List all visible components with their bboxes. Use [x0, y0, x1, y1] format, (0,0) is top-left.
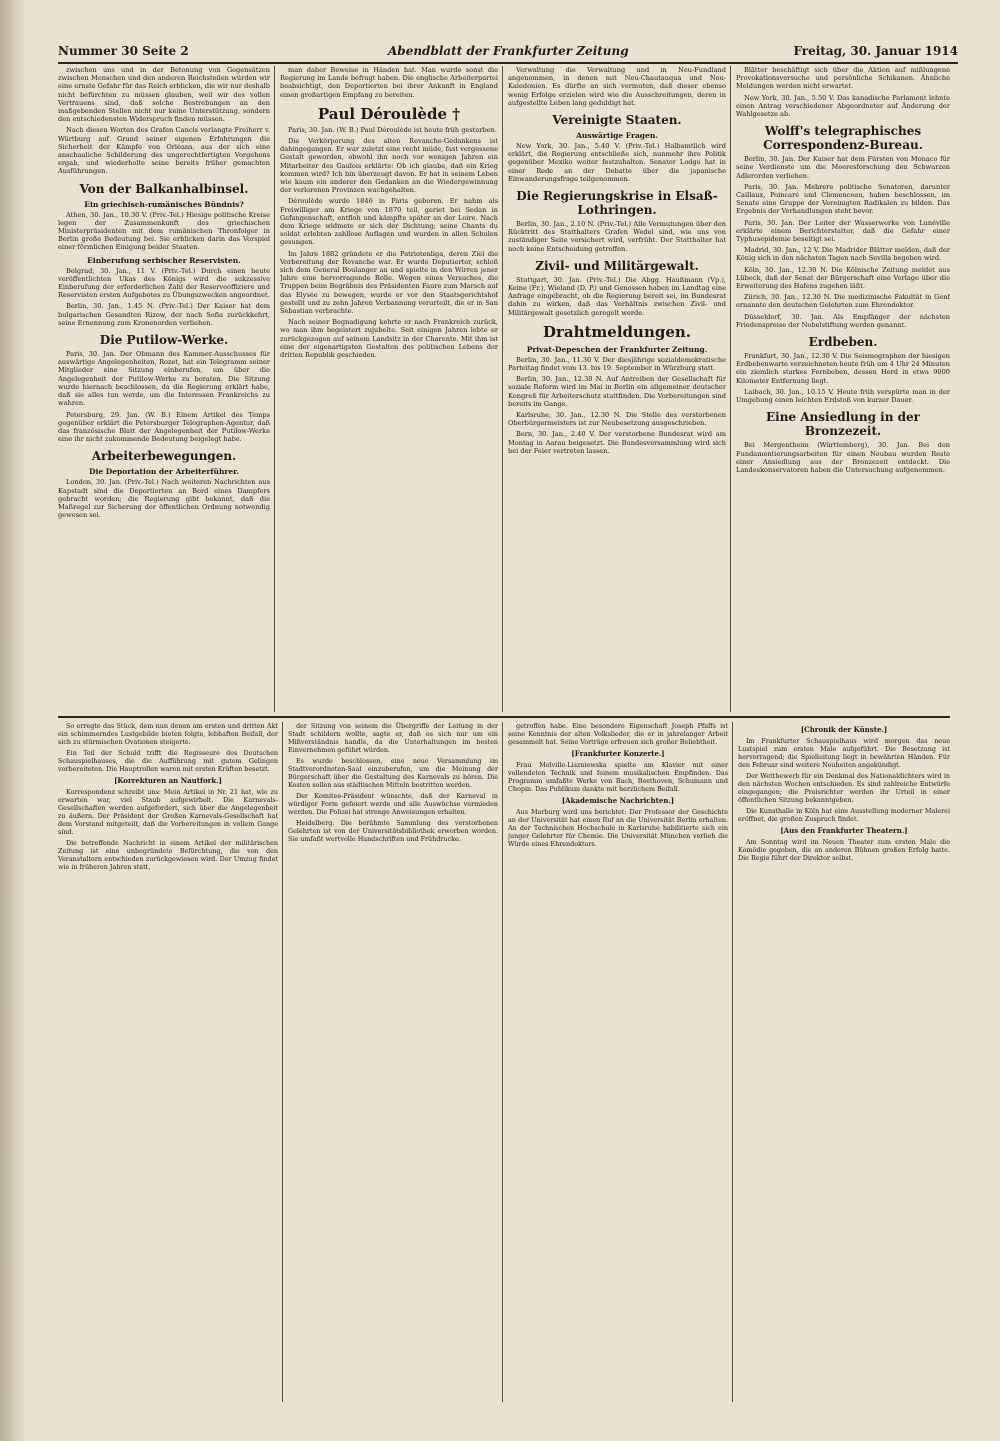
heading-theater: [Aus den Frankfurter Theatern.]: [780, 826, 908, 835]
issue-number: Nummer 30 Seite 2: [58, 44, 189, 58]
column-4: Blätter beschäftigt sich über die Aktion auf mißlungene Provokationsversuche und persönliche Schikanen. Ähnliche Meldungen werden nicht erwartet. New York, 30. Jan., 5.50 V. Das kanadische Parlament lehnte einen Antrag verschiedener Abgeordneter auf Änderung der Wahlgesetze ab. Wolff's telegraphisches Correspondenz-Bureau. Berlin, 30. Jan. Der Kaiser hat dem Fürsten von Monaco für seine Verdienste um die Meeresforschung den Schwarzen Adlerorden verliehen. Paris, 30. Jan. Mehrere politische Senatoren, darunter Caillaux, Poincaré und Clemenceau, haben beschlossen, im Senate eine Gruppe der Vereinigten Radikalen zu bilden. Das Ergebnis der Verhandlungen steht bevor. Paris, 30. Jan. Der Leiter der Wasserwerke von Lunéville erklärte einem Berichterstatter, daß die Gefahr einer Typhusepidemie beseitigt sei. Madrid, 30. Jan., 12 V. Die Madrider Blätter melden, daß der König sich in den nächsten Tagen nach Sevilla begeben wird. Köln, 30. Jan., 12.30 N. Die Kölnische Zeitung meldet aus Lübeck, daß der Senat der Bürgerschaft eine Vorlage über die Erweiterung des Hafens zugehen läßt. Zürich, 30. Jan., 12.30 N. Die medizinische Fakultät in Genf ernannte den deutschen Gelehrten zum Ehrendoktor. Düsseldorf, 30. Jan. Als Empfänger der nächsten Friedenspreise der Nobelstiftung werden genannt. Erdbeben. Frankfurt, 30. Jan., 12.30 V. Die Seismographen der hiesigen Erdbebenwarte verzeichneten heute früh um 4 Uhr 24 Minuten ein ziemlich starkes Fernbeben, dessen Herd in etwa 9000 Kilometer Entfernung liegt. Laibach, 30. Jan., 10.15 V. Heute früh verspürte man in der Umgebung einen leichten Erdstoß von kurzer Dauer. Eine Ansiedlung in der Bronzezeit. Bei Mergentheim (Württemberg), 30. Jan. Bei den Fundamentierungsarbeiten für einen Neubau wurden Reste einer Ansiedlung aus der Bronzezeit entdeckt. Die Landeskonservatoren haben die Untersuchung aufgenommen.: [736, 66, 950, 474]
binding-gutter: [0, 0, 24, 1441]
heading-usa: Vereinigte Staaten.: [552, 113, 682, 128]
heading-wolff: Wolff's telegraphisches Correspondenz-Bureau.: [763, 124, 923, 153]
column-2: man daher Beweise in Händen hat. Man wurde sonst die Regierung im Lande befragt haben. Die englische Arbeiterpartei beabsichtigt, den Deportierten bei ihrer Ankunft in England einen großartigen Empfang zu bereiten. Paul Déroulède † Paris, 30. Jan. (W. B.) Paul Déroulède ist heute früh gestorben. Die Verkörperung des alten Revanche-Gedankens ist dahingegangen. Er war zuletzt eine recht müde, fast vergessene Gestalt geworden, obwohl ihn noch vor wenigen Jahren ein Mitarbeiter des Gaulois erklärte: Ob ich glaube, daß ein Krieg kommen wird? Ich bin überzeugt davon. Er hat in seinem Leben wie kaum ein anderer den Gedanken an die Wiedergewinnung der verlorenen Provinzen wachgehalten. Déroulède wurde 1846 in Paris geboren. Er nahm als Freiwilliger am Kriege von 1870 teil, geriet bei Sedan in Gefangenschaft, entfloh und kämpfte später an der Loire. Nach dem Kriege widmete er sich der Dichtung; seine Chants du soldat erlebten zahllose Auflagen und wurden in allen Schulen gesungen. Im Jahre 1882 gründete er die Patriotenliga, deren Ziel die Vorbereitung der Revanche war. Er wurde Deputierter, schloß sich dem General Boulanger an und spielte in den Wirren jener Jahre eine hervorragende Rolle. Wegen eines Versuches, die Truppen beim Begräbnis des Präsidenten Faure zum Marsch auf das Elysée zu bewegen, wurde er vor den Staatsgerichtshof gestellt und zu zehn Jahren Verbannung verurteilt, die er in San Sebastian verbrachte. Nach seiner Begnadigung kehrte er nach Frankreich zurück, wo man ihm begeistert zujubelte. Seit einigen Jahren lebte er zurückgezogen auf seinem Landsitz in der Charente. Mit ihm ist eine der eigenartigsten Gestalten des politischen Lebens der dritten Republik geschieden.: [280, 66, 498, 360]
column-3: Verwaltung die Verwaltung und in Neu-Fundland angenommen, in denen mit Neu-Chautauqua und Neu-Kaledonien. Es dürfte an sich vermuten, daß dieser ebenso wenig Erfolge erzielen wird wie die Ausschreitungen, deren in aufgestellte Leben lang geduldigt hat. Vereinigte Staaten. Auswärtige Fragen. New York, 30. Jan., 5.40 V. (Priv.-Tel.) Halbamtlich wird erklärt, die Regierung entschließe sich, nunmehr ihre Politik gegenüber Mexiko weiter festzuhalten. Senator Lodge hat in einer Rede an der Debatte über die japanische Einwanderungsfrage teilgenommen. Die Regierungskrise in Elsaß-Lothringen. Berlin, 30. Jan., 2.10 N. (Priv.-Tel.) Alle Vermutungen über den Rücktritt des Statthalters Grafen Wedel sind, wie uns von zuständiger Seite versichert wird, verfrüht. Der Statthalter hat noch keine Entscheidung getroffen. Zivil- und Militärgewalt. Stuttgart, 30. Jan. (Priv.-Tel.) Die Abgg. Haußmann (Vp.), Keine (Fr.), Wieland (D. P.) und Genossen haben im Landtag eine Anfrage eingebracht, ob die Regierung bereit sei, im Bundesrat dahin zu wirken, daß das Verhältnis zwischen Zivil- und Militärgewalt gesetzlich geregelt werde. Drahtmeldungen. Privat-Depeschen der Frankfurter Zeitung. Berlin, 30. Jan., 11.30 V. Der diesjährige sozialdemokratische Parteitag findet vom 13. bis 19. September in Würzburg statt. Berlin, 30. Jan., 12.30 N. Auf Antreiben der Gesellschaft für soziale Reform wird im Mai in Berlin ein allgemeiner deutscher Kongreß für Arbeiterschutz stattfinden. Die Vorbereitungen sind bereits im Gange. Karlsruhe, 30. Jan., 12.30 N. Die Stelle des verstorbenen Oberbürgermeisters ist zur Neubesetzung ausgeschrieben. Bern, 30. Jan., 2.40 V. Der verstorbene Bundesrat wird am Montag in Aarau beigesetzt. Die Bundesversammlung wird sich bei der Feier vertreten lassen.: [508, 66, 726, 455]
column-1: zwischen uns und in der Betonung von Gegensätzen zwischen Menschen und den anderen Reichsteilen würden wir eine ernste Gefahr für das Reich erblicken, die wir nur deshalb nicht befürchten zu müssen glauben, weil wir des vollen Vertrauens sind, daß solche Bestrebungen an den maßgebenden Stellen nicht nur keine Unterstützung, sondern den entschiedensten Widerspruch finden müssen. Nach diesen Worten des Grafen Cancis verlangte Freiherr v. Würtburg auf Grund seiner eigenen Erfahrungen die Sicherheit der Kämpfe von Orléans, aus der sich eine anschauliche Schilderung des ungerechtfertigten Vorgehens ergab, und wiederholte seine bereits früher gemachten Ausführungen. Von der Balkanhalbinsel. Ein griechisch-rumänisches Bündnis? Athen, 30. Jan., 10.30 V. (Priv.-Tel.) Hiesige politische Kreise legen der Zusammenkunft des griechischen Ministerpräsidenten mit dem rumänischen Thronfolger in Berlin große Bedeutung bei. Sie erblicken darin das Vorspiel einer förmlichen Einigung beider Staaten. Einberufung serbischer Reservisten. Belgrad, 30. Jan., 11 V. (Priv.-Tel.) Durch einen heute veröffentlichten Ukas des Königs wird die sukzessive Einberufung der erforderlichen Zahl der Reserveoffiziere und Reservisten ersten Aufgebotes zu Übungszwecken angeordnet. Berlin, 30. Jan., 1.45 N. (Priv.-Tel.) Der Kaiser hat dem bulgarischen Gesandten Rizow, der nach Sofia zurückkehrt, seine Ernennung zum Kronenorden verliehen. Die Putilow-Werke. Paris, 30. Jan. Der Obmann des Kammer-Ausschusses für auswärtige Angelegenheiten, Rozet, hat ein Telegramm seiner Mitglieder eine Sitzung einberufen, um über die Angelegenheit der Putilow-Werke zu beraten. Die Sitzung wurde hiernach beschlossen, da die Regierung erklärt habe, daß sie alles tun werde, um die Interessen Frankreichs zu wahren. Petersburg, 29. Jan. (W. B.) Einem Artikel des Temps gegenüber erklärt die Petersburger Telegraphen-Agentur, daß das französische Blatt der Angelegenheit der Putilow-Werke eine ihr nicht zukommende Bedeutung beigelegt habe. Arbeiterbewegungen. Die Deportation der Arbeiterführer. London, 30. Jan. (Priv.-Tel.) Nach weiteren Nachrichten aus Kapstadt sind die Deportierten an Bord eines Dampfers gebracht worden; die Regierung gibt bekannt, daß die Maßregel zur Sicherung der öffentlichen Ordnung notwendig gewesen sei.: [58, 66, 270, 520]
lower-column-4: [Chronik der Künste.] Im Frankfurter Schauspielhaus wird morgen das neue Lustspiel zum ersten Male aufgeführt. Die Besetzung ist hervorragend; die Spielleitung liegt in bewährten Händen. Für den Februar sind weitere Neuheiten angekündigt. Der Wettbewerb für ein Denkmal des Nationaldichters wird in den nächsten Wochen entschieden. Es sind zahlreiche Entwürfe eingegangen; die Preisrichter werden ihr Urteil in einer öffentlichen Sitzung bekanntgeben. Die Kunsthalle in Köln hat eine Ausstellung moderner Malerei eröffnet, die großen Zuspruch findet. [Aus den Frankfurter Theatern.] Am Sonntag wird im Neuen Theater zum ersten Male die Komödie gegeben, die an anderen Bühnen großen Erfolg hatte. Die Regie führt der Direktor selbst.: [738, 725, 950, 862]
heading-chronik: [Chronik der Künste.]: [800, 725, 888, 734]
heading-konzerte: [Frankfurter Konzerte.]: [571, 749, 665, 758]
heading-erdbeben: Erdbeben.: [808, 335, 878, 350]
subheading-balkan: Ein griechisch-rumänisches Bündnis?: [84, 199, 244, 209]
lower-column-2: der Sitzung von seinem die Übergriffe der Leitung in der Stadt schildern wollte, sagte er, daß es sich nur um ein Mißverständnis handle, da die Unterhaltungen im besten Einvernehmen geführt würden. Es wurde beschlossen, eine neue Versammlung im Stadtverordneten-Saal einzuberufen, um die Meinung der Bürgerschaft über die Gestaltung des Karnevals zu hören. Die Kosten sollen aus städtischen Mitteln bestritten werden. Der Komitee-Präsident wünschte, daß der Karneval in würdiger Form gefeiert werde und alle Auswüchse vermieden werden. Die Polizei hat strenge Anweisungen erhalten. Heidelberg. Die berühmte Sammlung des verstorbenen Gelehrten ist von der Universitätsbibliothek erworben worden. Sie umfaßt wertvolle Handschriften und Frühdrucke.: [288, 722, 498, 843]
lower-column-1: So erregte das Stück, dem nun denen am ersten und dritten Akt ein schimmerndes Lustgebilde bieten folgte, lebhaften Beifall, der sich zu stürmischen Ovationen steigerte. Ein Teil der Schuld trifft die Regisseure des Deutschen Schauspielhauses, die die Aufführung mit gutem Gelingen vorbereiteten. Die Hauptrollen waren mit ersten Kräften besetzt. [Korrekturen an Nautfork.] Korrespondenz schreibt uns: Mein Artikel in Nr. 21 hat, wie zu erwarten war, viel Staub aufgewirbelt. Die Karnevals-Gesellschaften werden aufgefordert, sich über die Angelegenheit zu äußern. Der Präsident der Großen Karnevals-Gesellschaft hat dem Vorstand mitgeteilt, daß die Vorbereitungen in vollem Gange sind. Die betreffende Nachricht in einem Artikel der militärischen Zeitung ist eine unbegründete Befürchtung, die von den Veranstaltern entschieden zurückgewiesen wird. Der Umzug findet wie in früheren Jahren statt.: [58, 722, 278, 871]
newspaper-title: Abendblatt der Frankfurter Zeitung: [388, 44, 629, 58]
issue-date: Freitag, 30. Januar 1914: [793, 44, 958, 58]
subheading-usa: Auswärtige Fragen.: [576, 131, 658, 141]
heading-korrektur: [Korrekturen an Nautfork.]: [114, 776, 222, 785]
heading-bronze: Eine Ansiedlung in der Bronzezeit.: [765, 410, 920, 439]
heading-zivil: Zivil- und Militärgewalt.: [535, 258, 699, 273]
subheading-draht: Privat-Depeschen der Frankfurter Zeitung.: [526, 344, 708, 354]
heading-draht: Drahtmeldungen.: [542, 322, 692, 341]
heading-balkan: Von der Balkanhalbinsel.: [79, 181, 249, 196]
subheading-serbia: Einberufung serbischer Reservisten.: [87, 255, 241, 265]
lower-column-3: getroffen habe. Eine besondere Eigenschaft Joseph Pfaffs ist seine Kenntnis der alten Volkslieder, die er in jahrelanger Arbeit gesammelt hat. Seine Vorträge erfreuen sich großer Beliebtheit. [Frankfurter Konzerte.] Frau Melville-Liszniewska spielte am Klavier mit einer vollendeten Technik und feinem musikalischen Empfinden. Das Programm umfaßte Werke von Bach, Beethoven, Schumann und Chopin. Das Publikum dankte mit herzlichem Beifall. [Akademische Nachrichten.] Aus Marburg wird uns berichtet: Der Professor der Geschichte an der Universität hat einen Ruf an die Universität Berlin erhalten. An der Technischen Hochschule in Karlsruhe habilitierte sich ein junger Gelehrter für Chemie. Die Universität München verlieh die Würde eines Ehrendoktors.: [508, 722, 728, 848]
heading-akademisch: [Akademische Nachrichten.]: [561, 796, 675, 805]
masthead: [58, 40, 958, 64]
heading-elsass: Die Regierungskrise in Elsaß-Lothringen.: [516, 189, 718, 218]
heading-arbeiter: Arbeiterbewegungen.: [91, 449, 237, 464]
heading-deroulede: Paul Déroulède †: [317, 104, 461, 123]
section-divider: [58, 716, 950, 718]
heading-putilow: Die Putilow-Werke.: [99, 333, 229, 348]
subheading-arbeiter: Die Deportation der Arbeiterführer.: [88, 467, 240, 477]
